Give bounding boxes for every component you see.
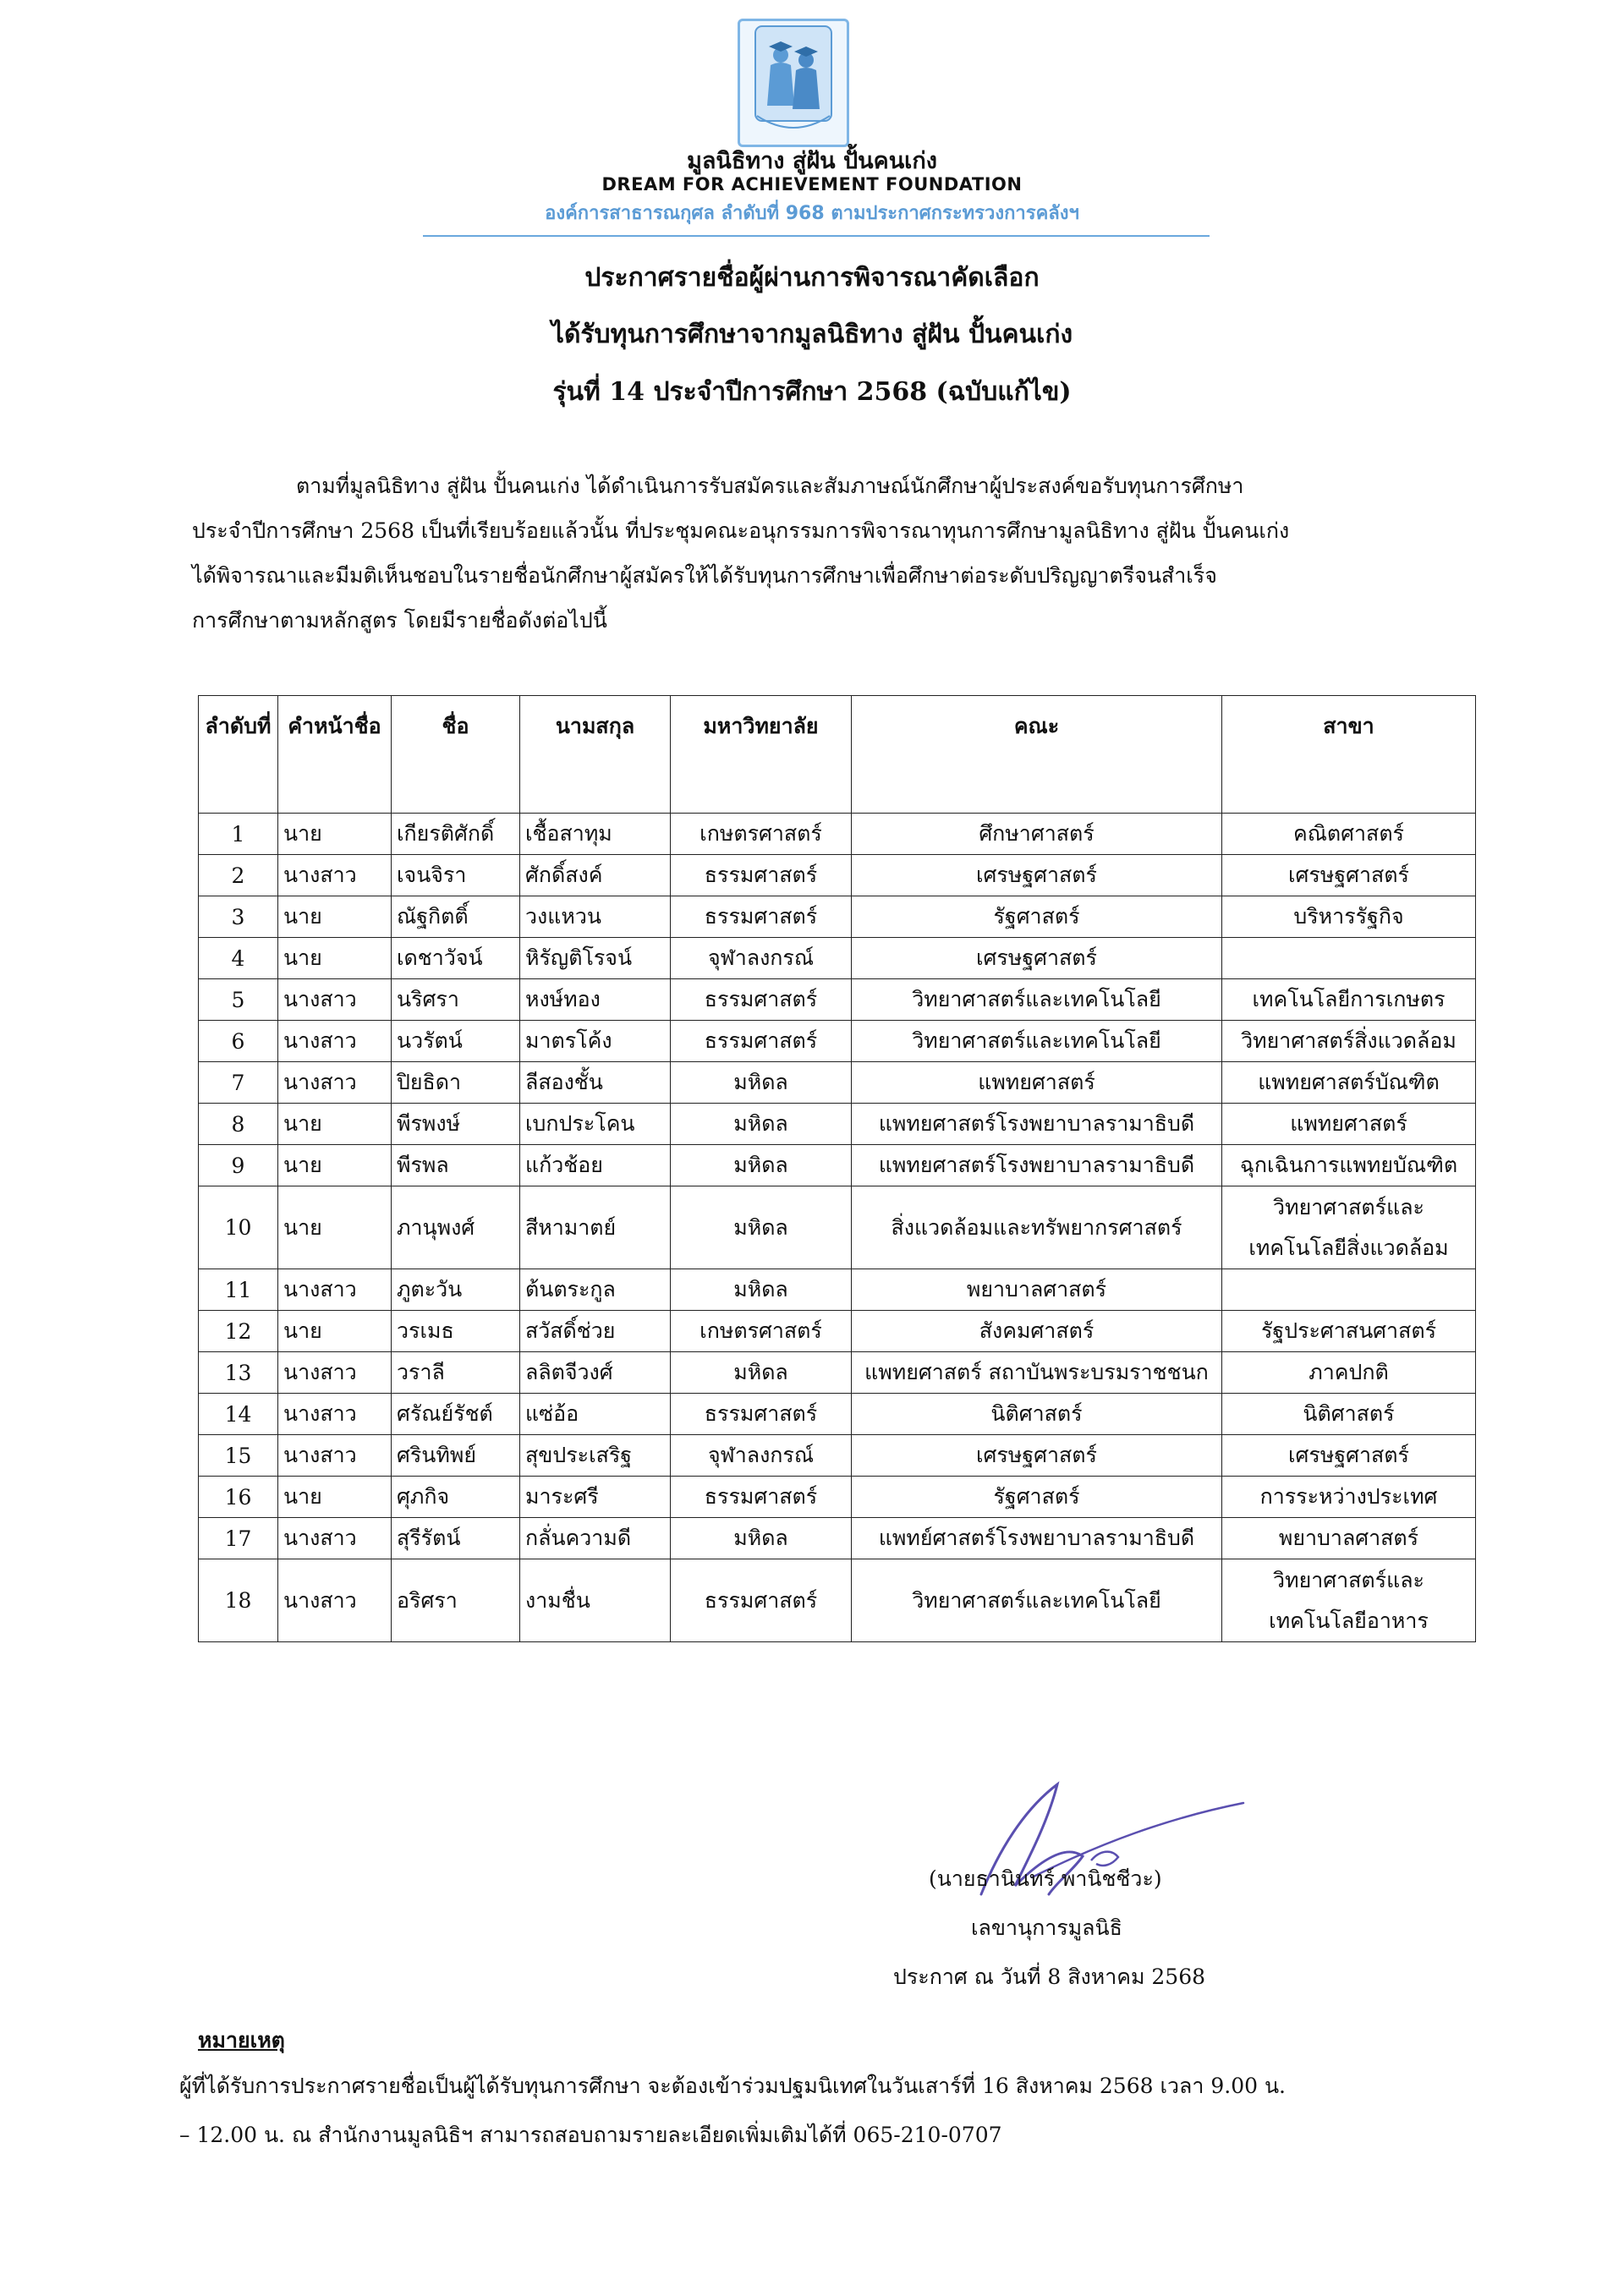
cell-prefix: นาย — [278, 896, 392, 938]
cell-first-name: พีรพงษ์ — [392, 1104, 520, 1145]
cell-faculty: แพทยศาสตร์โรงพยาบาลรามาธิบดี — [852, 1104, 1222, 1145]
cell-no: 17 — [199, 1518, 278, 1559]
cell-faculty: แพทยศาสตร์ — [852, 1062, 1222, 1104]
cell-no: 12 — [199, 1311, 278, 1352]
cell-faculty: แพทย์ศาสตร์โรงพยาบาลรามาธิบดี — [852, 1518, 1222, 1559]
announcement-date: ประกาศ ณ วันที่ 8 สิงหาคม 2568 — [893, 1964, 1206, 1989]
intro-line: การศึกษาตามหลักสูตร โดยมีรายชื่อดังต่อไปนี้ — [192, 608, 607, 633]
cell-prefix: นาย — [278, 938, 392, 979]
cell-major: บริหารรัฐกิจ — [1222, 896, 1476, 938]
announcement-title-line3: รุ่นที่ 14 ประจำปีการศึกษา 2568 (ฉบับแก้ไข) — [552, 377, 1072, 407]
cell-major: ฉุกเฉินการแพทยบัณฑิต — [1222, 1145, 1476, 1186]
cell-prefix: นางสาว — [278, 1435, 392, 1477]
cell-major: เศรษฐศาสตร์ — [1222, 855, 1476, 896]
table-row — [199, 1435, 1476, 1477]
cell-university: จุฬาลงกรณ์ — [671, 1435, 852, 1477]
header-faculty: คณะ — [852, 696, 1222, 814]
cell-first-name: ศรัณย์รัชต์ — [392, 1394, 520, 1435]
table-row — [199, 1021, 1476, 1062]
table-row — [199, 896, 1476, 938]
cell-last-name: แก้วช้อย — [520, 1145, 671, 1186]
cell-faculty: เศรษฐศาสตร์ — [852, 1435, 1222, 1477]
note-line: ผู้ที่ได้รับการประกาศรายชื่อเป็นผู้ได้รับทุนการศึกษา จะต้องเข้าร่วมปฐมนิเทศในวันเสาร์ที่ 16 สิงหาคม 2568 เวลา 9.00 น. — [179, 2074, 1286, 2098]
cell-prefix: นาย — [278, 1104, 392, 1145]
cell-university: มหิดล — [671, 1104, 852, 1145]
cell-first-name: สุรีรัตน์ — [392, 1518, 520, 1559]
cell-faculty: ศึกษาศาสตร์ — [852, 814, 1222, 855]
cell-first-name: ณัฐกิตติ์ — [392, 896, 520, 938]
cell-last-name: มาระศรี — [520, 1477, 671, 1518]
cell-major-line: วิทยาศาสตร์และ — [1273, 1567, 1424, 1592]
cell-last-name: วงแหวน — [520, 896, 671, 938]
cell-no: 4 — [199, 938, 278, 979]
table-row — [199, 1477, 1476, 1518]
cell-prefix: นางสาว — [278, 1021, 392, 1062]
cell-last-name: ลีสองชั้น — [520, 1062, 671, 1104]
cell-university: ธรรมศาสตร์ — [671, 979, 852, 1021]
graduates-emblem-icon — [740, 21, 847, 145]
header-major: สาขา — [1222, 696, 1476, 814]
signatory-name: (นายธานินทร์ พานิชชีวะ) — [929, 1866, 1162, 1891]
cell-no: 1 — [199, 814, 278, 855]
foundation-name-thai: มูลนิธิทาง สู่ฝัน ปั้นคนเก่ง — [687, 148, 937, 174]
cell-prefix: นางสาว — [278, 1062, 392, 1104]
cell-faculty: รัฐศาสตร์ — [852, 1477, 1222, 1518]
cell-prefix: นาย — [278, 1477, 392, 1518]
cell-faculty: นิติศาสตร์ — [852, 1394, 1222, 1435]
cell-major: แพทยศาสตร์บัณฑิต — [1222, 1062, 1476, 1104]
table-row — [199, 814, 1476, 855]
cell-last-name: ศักดิ์สงค์ — [520, 855, 671, 896]
cell-major-line: เทคโนโลยีอาหาร — [1269, 1608, 1429, 1633]
table-row — [199, 1559, 1476, 1642]
cell-first-name: ศุภกิจ — [392, 1477, 520, 1518]
cell-last-name: งามชื่น — [520, 1559, 671, 1642]
cell-no: 13 — [199, 1352, 278, 1394]
table-row — [199, 1104, 1476, 1145]
cell-first-name: พีรพล — [392, 1145, 520, 1186]
cell-first-name: นวรัตน์ — [392, 1021, 520, 1062]
cell-university: ธรรมศาสตร์ — [671, 1021, 852, 1062]
table-row — [199, 1518, 1476, 1559]
cell-university: ธรรมศาสตร์ — [671, 1394, 852, 1435]
cell-first-name: ปิยธิดา — [392, 1062, 520, 1104]
cell-university: เกษตรศาสตร์ — [671, 814, 852, 855]
table-row — [199, 855, 1476, 896]
cell-prefix: นาย — [278, 1145, 392, 1186]
cell-prefix: นางสาว — [278, 979, 392, 1021]
foundation-name-english: DREAM FOR ACHIEVEMENT FOUNDATION — [601, 174, 1023, 195]
cell-no: 16 — [199, 1477, 278, 1518]
cell-university: มหิดล — [671, 1062, 852, 1104]
table-row — [199, 1269, 1476, 1311]
intro-line: ได้พิจารณาและมีมติเห็นชอบในรายชื่อนักศึกษาผู้สมัครให้ได้รับทุนการศึกษาเพื่อศึกษาต่อระดับปริญญาตรีจนสำเร็จ — [192, 563, 1217, 588]
cell-faculty: วิทยาศาสตร์และเทคโนโลยี — [852, 1559, 1222, 1642]
foundation-logo — [738, 19, 849, 147]
cell-faculty: วิทยาศาสตร์และเทคโนโลยี — [852, 979, 1222, 1021]
header-prefix: คำหน้าชื่อ — [278, 696, 392, 814]
table-row — [199, 1394, 1476, 1435]
cell-faculty: รัฐศาสตร์ — [852, 896, 1222, 938]
table-row — [199, 1352, 1476, 1394]
cell-last-name: สุขประเสริฐ — [520, 1435, 671, 1477]
cell-first-name: วราลี — [392, 1352, 520, 1394]
cell-first-name: เดชาวัจน์ — [392, 938, 520, 979]
cell-no: 11 — [199, 1269, 278, 1311]
cell-university: จุฬาลงกรณ์ — [671, 938, 852, 979]
cell-university: ธรรมศาสตร์ — [671, 1477, 852, 1518]
cell-last-name: ลลิตจีวงศ์ — [520, 1352, 671, 1394]
cell-no: 18 — [199, 1559, 278, 1642]
cell-major — [1222, 1269, 1476, 1311]
cell-last-name: สีหามาตย์ — [520, 1186, 671, 1269]
cell-first-name: ภานุพงศ์ — [392, 1186, 520, 1269]
cell-major: พยาบาลศาสตร์ — [1222, 1518, 1476, 1559]
cell-major: การระหว่างประเทศ — [1222, 1477, 1476, 1518]
cell-no: 6 — [199, 1021, 278, 1062]
cell-first-name: เกียรติศักดิ์ — [392, 814, 520, 855]
cell-major — [1222, 1186, 1476, 1269]
cell-major: ภาคปกติ — [1222, 1352, 1476, 1394]
header-university: มหาวิทยาลัย — [671, 696, 852, 814]
cell-major: คณิตศาสตร์ — [1222, 814, 1476, 855]
cell-faculty: เศรษฐศาสตร์ — [852, 938, 1222, 979]
announcement-title-line2: ได้รับทุนการศึกษาจากมูลนิธิทาง สู่ฝัน ปั้นคนเก่ง — [551, 320, 1073, 349]
cell-last-name: กลั่นความดี — [520, 1518, 671, 1559]
cell-no: 14 — [199, 1394, 278, 1435]
cell-major-line: วิทยาศาสตร์และ — [1273, 1194, 1424, 1219]
cell-first-name: อริศรา — [392, 1559, 520, 1642]
cell-prefix: นางสาว — [278, 1352, 392, 1394]
cell-major: นิติศาสตร์ — [1222, 1394, 1476, 1435]
cell-major: วิทยาศาสตร์สิ่งแวดล้อม — [1222, 1021, 1476, 1062]
header-last-name: นามสกุล — [520, 696, 671, 814]
intro-line: ประจำปีการศึกษา 2568 เป็นที่เรียบร้อยแล้วนั้น ที่ประชุมคณะอนุกรรมการพิจารณาทุนการศึกษามูลนิธิทาง สู่ฝัน ปั้นคนเก่ง — [192, 518, 1290, 543]
table-row — [199, 1311, 1476, 1352]
cell-university: มหิดล — [671, 1269, 852, 1311]
cell-first-name: วรเมธ — [392, 1311, 520, 1352]
cell-prefix: นางสาว — [278, 1394, 392, 1435]
cell-first-name: ศรินทิพย์ — [392, 1435, 520, 1477]
cell-prefix: นางสาว — [278, 1518, 392, 1559]
table-row — [199, 938, 1476, 979]
cell-university: มหิดล — [671, 1186, 852, 1269]
table-row — [199, 1145, 1476, 1186]
cell-faculty: แพทยศาสตร์ สถาบันพระบรมราชชนก — [852, 1352, 1222, 1394]
cell-university: มหิดล — [671, 1352, 852, 1394]
table-row — [199, 1062, 1476, 1104]
cell-prefix: นาย — [278, 1186, 392, 1269]
table-header-row — [199, 696, 1476, 814]
cell-first-name: นริศรา — [392, 979, 520, 1021]
cell-last-name: เชื้อสาทุม — [520, 814, 671, 855]
note-line: – 12.00 น. ณ สำนักงานมูลนิธิฯ สามารถสอบถามรายละเอียดเพิ่มเติมได้ที่ 065-210-0707 — [179, 2123, 1002, 2147]
cell-prefix: นางสาว — [278, 1269, 392, 1311]
cell-major: เทคโนโลยีการเกษตร — [1222, 979, 1476, 1021]
announcement-title-line1: ประกาศรายชื่อผู้ผ่านการพิจารณาคัดเลือก — [584, 263, 1040, 293]
cell-last-name: แซ่อ้อ — [520, 1394, 671, 1435]
cell-faculty: พยาบาลศาสตร์ — [852, 1269, 1222, 1311]
table-row — [199, 979, 1476, 1021]
signatory-role: เลขานุการมูลนิธิ — [971, 1915, 1122, 1940]
cell-university: มหิดล — [671, 1518, 852, 1559]
cell-last-name: หงษ์ทอง — [520, 979, 671, 1021]
cell-faculty: วิทยาศาสตร์และเทคโนโลยี — [852, 1021, 1222, 1062]
cell-no: 8 — [199, 1104, 278, 1145]
cell-major — [1222, 938, 1476, 979]
intro-paragraph — [192, 463, 1435, 643]
cell-first-name: ภูตะวัน — [392, 1269, 520, 1311]
cell-major: เศรษฐศาสตร์ — [1222, 1435, 1476, 1477]
cell-faculty: สิ่งแวดล้อมและทรัพยากรศาสตร์ — [852, 1186, 1222, 1269]
cell-no: 15 — [199, 1435, 278, 1477]
cell-first-name: เจนจิรา — [392, 855, 520, 896]
cell-university: ธรรมศาสตร์ — [671, 1559, 852, 1642]
cell-university: ธรรมศาสตร์ — [671, 855, 852, 896]
cell-major: รัฐประศาสนศาสตร์ — [1222, 1311, 1476, 1352]
cell-last-name: หิรัญติโรจน์ — [520, 938, 671, 979]
cell-prefix: นาย — [278, 814, 392, 855]
cell-prefix: นาย — [278, 1311, 392, 1352]
cell-no: 2 — [199, 855, 278, 896]
cell-no: 7 — [199, 1062, 278, 1104]
cell-university: ธรรมศาสตร์ — [671, 896, 852, 938]
cell-no: 10 — [199, 1186, 278, 1269]
cell-last-name: สวัสดิ์ช่วย — [520, 1311, 671, 1352]
header-divider — [423, 235, 1210, 237]
cell-university: มหิดล — [671, 1145, 852, 1186]
cell-last-name: เบกประโคน — [520, 1104, 671, 1145]
note-heading: หมายเหตุ — [198, 2028, 285, 2052]
cell-no: 5 — [199, 979, 278, 1021]
cell-last-name: ต้นตระกูล — [520, 1269, 671, 1311]
cell-major — [1222, 1559, 1476, 1642]
scholarship-recipients-table — [198, 695, 1476, 1642]
cell-major-line: เทคโนโลยีสิ่งแวดล้อม — [1248, 1235, 1449, 1260]
table-row — [199, 1186, 1476, 1269]
intro-line: ตามที่มูลนิธิทาง สู่ฝัน ปั้นคนเก่ง ได้ดำเนินการรับสมัครและสัมภาษณ์นักศึกษาผู้ประสงค์ขอรับทุนการศึกษา — [296, 474, 1244, 498]
cell-university: เกษตรศาสตร์ — [671, 1311, 852, 1352]
foundation-registration: องค์การสาธารณกุศล ลำดับที่ 968 ตามประกาศกระทรวงการคลังฯ — [545, 203, 1079, 224]
cell-no: 9 — [199, 1145, 278, 1186]
cell-prefix: นางสาว — [278, 1559, 392, 1642]
cell-faculty: แพทยศาสตร์โรงพยาบาลรามาธิบดี — [852, 1145, 1222, 1186]
header-no: ลำดับที่ — [199, 696, 278, 814]
header-first-name: ชื่อ — [392, 696, 520, 814]
cell-faculty: สังคมศาสตร์ — [852, 1311, 1222, 1352]
cell-major: แพทยศาสตร์ — [1222, 1104, 1476, 1145]
cell-prefix: นางสาว — [278, 855, 392, 896]
cell-last-name: มาตรโค้ง — [520, 1021, 671, 1062]
cell-faculty: เศรษฐศาสตร์ — [852, 855, 1222, 896]
cell-no: 3 — [199, 896, 278, 938]
